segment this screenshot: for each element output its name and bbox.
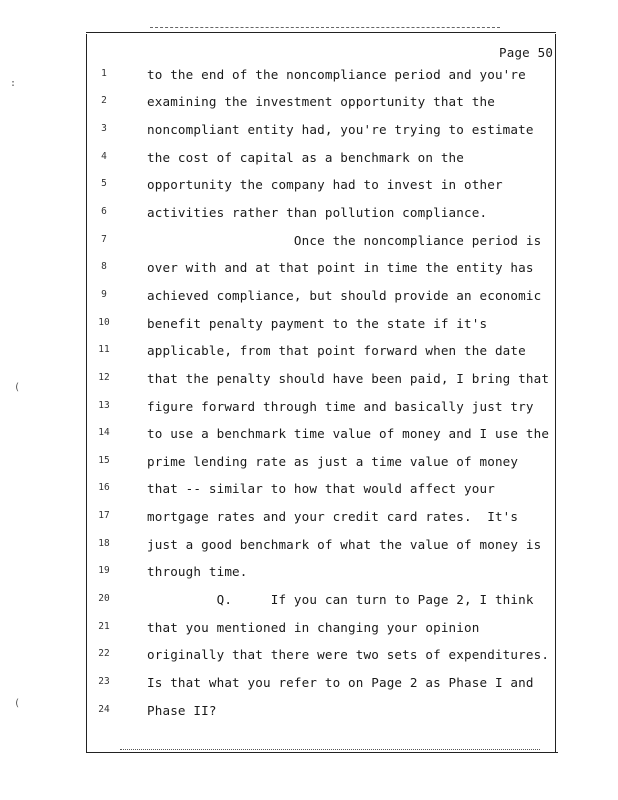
page-bottom-border bbox=[86, 752, 558, 753]
line-number: 17 bbox=[98, 510, 110, 521]
transcript-line: achieved compliance, but should provide an economic bbox=[147, 288, 542, 303]
line-number: 14 bbox=[98, 427, 110, 438]
margin-hole-mark: : bbox=[10, 78, 17, 89]
transcript-line: Q. If you can turn to Page 2, I think bbox=[147, 592, 534, 607]
transcript-line: examining the investment opportunity that the bbox=[147, 94, 495, 109]
transcript-line: Once the noncompliance period is bbox=[147, 233, 542, 248]
transcript-line: benefit penalty payment to the state if it's bbox=[147, 316, 488, 331]
transcript-line: just a good benchmark of what the value of money is bbox=[147, 537, 542, 552]
transcript-line: to use a benchmark time value of money and I use the bbox=[147, 426, 550, 441]
line-number: 16 bbox=[98, 482, 110, 493]
transcript-page bbox=[86, 34, 556, 752]
line-number: 8 bbox=[101, 261, 107, 272]
line-number: 10 bbox=[98, 317, 110, 328]
transcript-line: Is that what you refer to on Page 2 as Phase I and bbox=[147, 675, 534, 690]
line-number: 5 bbox=[101, 178, 107, 189]
transcript-line: applicable, from that point forward when the date bbox=[147, 343, 526, 358]
line-number: 18 bbox=[98, 538, 110, 549]
margin-hole-mark: ( bbox=[14, 382, 21, 393]
line-number: 1 bbox=[101, 68, 107, 79]
line-number: 4 bbox=[101, 151, 107, 162]
line-number: 23 bbox=[98, 676, 110, 687]
scan-artifact-top bbox=[150, 27, 500, 28]
transcript-line: that -- similar to how that would affect your bbox=[147, 481, 495, 496]
line-number: 15 bbox=[98, 455, 110, 466]
line-number: 3 bbox=[101, 123, 107, 134]
line-number: 13 bbox=[98, 400, 110, 411]
page-number: Page 50 bbox=[499, 45, 554, 60]
page-top-border bbox=[86, 32, 556, 33]
line-number: 11 bbox=[98, 344, 110, 355]
line-number: 6 bbox=[101, 206, 107, 217]
line-number: 21 bbox=[98, 621, 110, 632]
transcript-line: noncompliant entity had, you're trying to estimate bbox=[147, 122, 534, 137]
line-number: 2 bbox=[101, 95, 107, 106]
transcript-line: originally that there were two sets of expenditures. bbox=[147, 647, 550, 662]
line-number: 9 bbox=[101, 289, 107, 300]
transcript-line: Phase II? bbox=[147, 703, 217, 718]
scan-artifact-bottom bbox=[120, 749, 540, 750]
line-number: 12 bbox=[98, 372, 110, 383]
transcript-line: the cost of capital as a benchmark on the bbox=[147, 150, 465, 165]
transcript-line: opportunity the company had to invest in other bbox=[147, 177, 503, 192]
line-number: 7 bbox=[101, 234, 107, 245]
margin-hole-mark: ( bbox=[14, 698, 21, 709]
line-number: 20 bbox=[98, 593, 110, 604]
transcript-line: that you mentioned in changing your opinion bbox=[147, 620, 480, 635]
transcript-line: prime lending rate as just a time value of money bbox=[147, 454, 519, 469]
transcript-line: through time. bbox=[147, 564, 248, 579]
transcript-line: activities rather than pollution compliance. bbox=[147, 205, 488, 220]
transcript-line: to the end of the noncompliance period and you're bbox=[147, 67, 526, 82]
transcript-line: mortgage rates and your credit card rates. It's bbox=[147, 509, 519, 524]
line-number: 22 bbox=[98, 648, 110, 659]
line-number: 24 bbox=[98, 704, 110, 715]
transcript-line: over with and at that point in time the entity has bbox=[147, 260, 534, 275]
line-number: 19 bbox=[98, 565, 110, 576]
transcript-line: figure forward through time and basically just try bbox=[147, 399, 534, 414]
transcript-line: that the penalty should have been paid, I bring that bbox=[147, 371, 550, 386]
